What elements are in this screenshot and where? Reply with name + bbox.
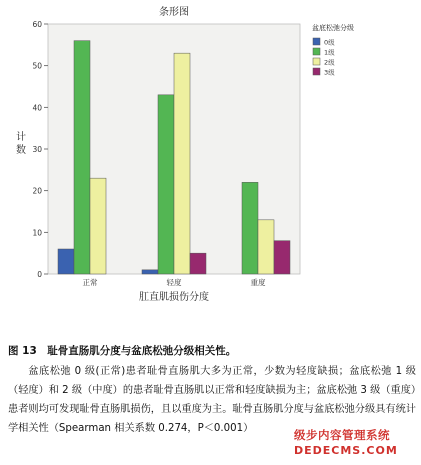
- legend-swatch: [313, 38, 320, 45]
- y-tick-label: 30: [32, 145, 42, 154]
- bar-2级-重度: [258, 220, 274, 274]
- bar-3级-轻度: [190, 253, 206, 274]
- bar-0级-轻度: [142, 270, 158, 274]
- bar-1级-正常: [74, 41, 90, 274]
- chart-title: 条形图: [159, 7, 189, 18]
- x-tick-label: 重度: [250, 278, 266, 287]
- legend-label: 2级: [324, 58, 335, 67]
- legend-title: 盆底松弛分级: [312, 24, 354, 32]
- description-paragraph: 盆底松弛 0 级(正常)患者耻骨直肠肌大多为正常，少数为轻度缺损；盆底松弛 1 级（轻度）和 2 级（中度）的患者耻骨直肠肌以正常和轻度缺损为主；盆底松弛 3 级（重度）患者则均可发现耻骨直肠肌损伤，且以重度为主。耻骨直肠肌分度与盆底松弛分级具有统计学相关性（Spearman 相关系数 0.274，P＜0.001）: [8, 366, 416, 434]
- legend-swatch: [313, 48, 320, 55]
- x-tick-label: 轻度: [166, 278, 182, 287]
- figure-caption: 图 13 耻骨直肠肌分度与盆底松弛分级相关性。: [8, 345, 237, 357]
- x-axis-label: 肛直肌损伤分度: [139, 292, 209, 303]
- y-tick-label: 60: [32, 20, 42, 29]
- legend-label: 0级: [324, 38, 335, 47]
- bar-1级-重度: [242, 182, 258, 274]
- legend-label: 1级: [324, 48, 335, 57]
- x-tick-label: 正常: [82, 278, 98, 287]
- y-tick-label: 40: [32, 103, 42, 113]
- bar-0级-正常: [58, 249, 74, 274]
- legend-swatch: [313, 68, 320, 75]
- y-axis-label: 计数: [16, 132, 26, 156]
- site-watermark: [294, 428, 418, 460]
- bar-2级-轻度: [174, 53, 190, 274]
- bar-3级-重度: [274, 241, 290, 274]
- bar-1级-轻度: [158, 95, 174, 274]
- figure-description: [8, 362, 416, 438]
- y-tick-label: 20: [32, 186, 42, 196]
- legend-label: 3级: [324, 68, 335, 77]
- y-tick-label: 10: [32, 228, 42, 238]
- watermark-line-1: 级步内容管理系统: [294, 428, 390, 442]
- legend-swatch: [313, 58, 320, 65]
- y-tick-label: 50: [32, 61, 42, 71]
- bar-2级-正常: [90, 178, 106, 274]
- y-tick-label: 0: [37, 270, 42, 279]
- watermark-line-2: DEDECMS.COM: [294, 444, 398, 457]
